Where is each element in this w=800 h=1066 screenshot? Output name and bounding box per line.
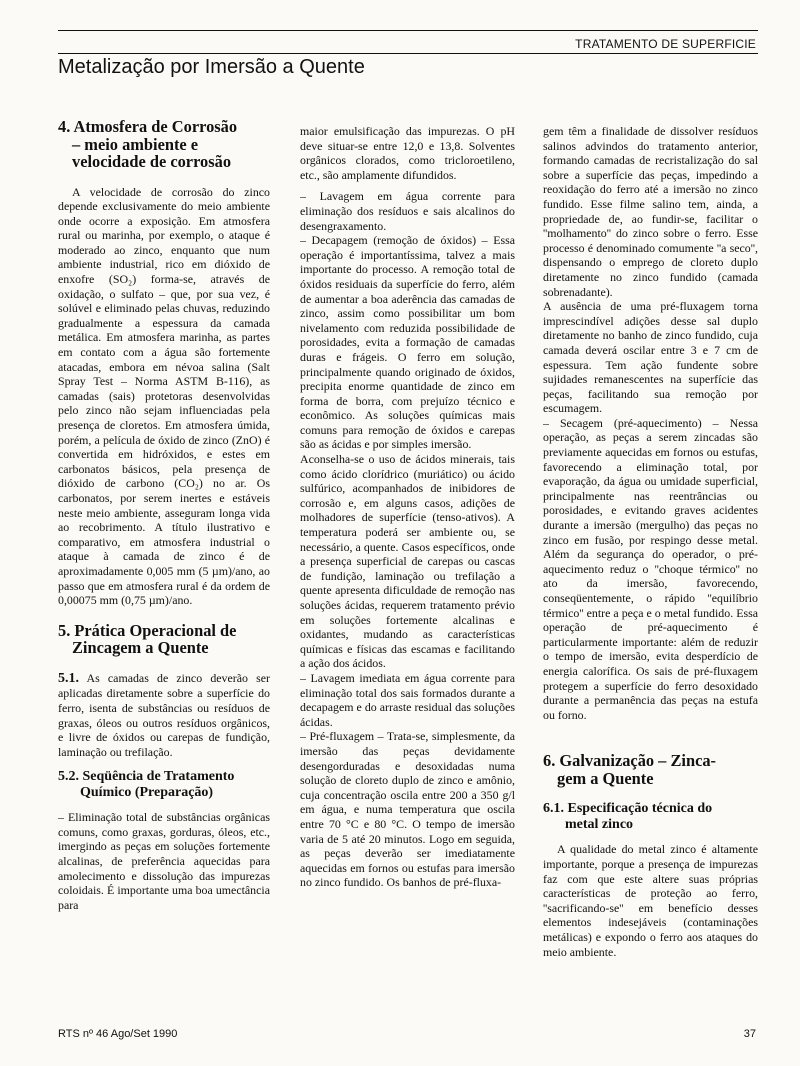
heading-section-4 (58, 118, 270, 171)
column-1 (58, 118, 270, 912)
heading-line: Químico (Preparação) (80, 784, 214, 800)
heading-line: 6.1. Especificação técnica do (543, 801, 713, 817)
header-rule-bottom (58, 53, 758, 54)
heading-line: 5.2. Seqüência de Tratamento (58, 769, 235, 785)
heading-line: – meio ambiente e (72, 134, 199, 154)
paragraph: – Secagem (pré-aquecimento) – Nessa operação, as peças a serem zincadas são previamente aquecidas em fornos ou estufas, favorecendo a eliminação total, por evaporação, da água ou umidade superficial, principalmente nas reentrâncias ou porosidades, e evitando graves acidentes durante a imersão (mergulho) das peças no zinco em fusão, por respingo desse metal. Além da segurança do operador, o pré-aquecimento reduz o ''choque térmico'' no ato da imersão, favorecendo, conseqüentemente, o rápido ''equilíbrio térmico'' entre a peça e o metal fundido. Essa operação de pré-aquecimento é particularmente importante: além de reduzir o tempo de imersão, evita desperdício de energia calorífica. Os sais de pré-fluxagem protegem a superfície do ferro desoxidado durante a permanência das peças na estufa ou forno. (543, 415, 758, 722)
heading-5-2 (58, 769, 270, 800)
paragraph-5-1 (58, 671, 270, 760)
paragraph: – Lavagem em água corrente para eliminação dos resíduos e sais alcalinos do desengraxamento. (300, 189, 515, 233)
heading-section-5 (58, 622, 270, 657)
paragraph: maior emulsificação das impurezas. O pH deve situar-se entre 12,0 e 13,8. Solventes orgânicos clorados, como tricloroetileno, etc., são amplamente difundidos. (300, 124, 515, 182)
section-label: TRATAMENTO DE SUPERFICIE (575, 37, 756, 51)
page-title: Metalização por Imersão a Quente (58, 56, 365, 78)
paragraph: – Eliminação total de substâncias orgânicas comuns, como graxas, gorduras, óleos, etc., imergindo as peças em soluções fortemente alcalinas, de preferência aquecidas para amolecimento e dissolução das impurezas coloidais. É importante uma boa umectância para (58, 810, 270, 912)
column-2 (300, 124, 515, 890)
paragraph: gem têm a finalidade de dissolver resíduos salinos advindos do tratamento anterior, formando camadas de recristalização do sal sobre a superfície das peças, impedindo a reoxidação do ferro até a imersão no zinco fundido. Esse filme salino tem, ainda, a propriedade de, ao fundir-se, facilitar o ''molhamento'' do zinco sobre o ferro. Esse processo é denominado comumente ''a seco'', dispensando o emprego de cloreto duplo diretamente no zinco fundido (camada sobrenadante). (543, 124, 758, 299)
paragraph-text: As camadas de zinco deverão ser aplicadas diretamente sobre a superfície do ferro, isenta de substâncias ou resíduos de graxas, óleos ou outros resíduos orgânicos, e livre de óxidos ou carepas de fundição, laminação ou trefilação. (58, 670, 270, 759)
paragraph: A velocidade de corrosão do zinco depende exclusivamente do meio ambiente onde ocorre a exposição. Em atmosfera rural ou marinha, por exemplo, o ataque é moderado ao zinco, enquanto que num ambiente industrial, rico em dióxido de enxofre (SO₂) forma-se, através de oxidação, o sulfato – que, por sua vez, é solúvel e eliminado pelas chuvas, reduzindo gradualmente a espessura da camada metálica. Em atmosfera marinha, as partes em contato com a água são fortemente atacadas, embora em névoa salina (Salt Spray Test – Norma ASTM B-116), as camadas (sais) protetoras desenvolvidas pelo zinco não sejam influenciadas pela presença de cloretos. Em atmosfera úmida, porém, a película de óxido de zinco (ZnO) é convertida em hidróxidos, e estes em carbonatos básicos, pela presença de dióxido de carbono (CO₂) no ar. Os carbonatos, por serem inertes e estáveis neste meio ambiente, asseguram longa vida ao recobrimento. A título ilustrativo e comparativo, em atmosfera industrial o ataque à camada de zinco é de aproximadamente 0,005 mm (5 µm)/ano, ao passo que em atmosfera rural é da ordem de 0,00075 mm (0,75 µm)/ano. (58, 184, 270, 608)
footer-page-number: 37 (743, 1028, 756, 1040)
subsection-number: 5.1. (58, 670, 79, 686)
paragraph: A qualidade do metal zinco é altamente importante, porque a presença de impurezas faz com que este altere suas próprias características de proteção ao ferro, ''sacrificando-se'' em benefício desses elementos indesejáveis (contaminações metálicas) e expondo o ferro aos ataques do meio ambiente. (543, 842, 758, 959)
heading-line: metal zinco (565, 816, 634, 832)
paragraph: A ausência de uma pré-fluxagem torna imprescindível adições desse sal duplo diretamente no banho de zinco fundido, cuja camada deverá oscilar entre 3 e 7 cm de espessura. Tem ação fundente sobre sujidades remanescentes na superfície das peças, facilitando sua remoção por escumagem. (543, 299, 758, 416)
paragraph: – Decapagem (remoção de óxidos) – Essa operação é importantíssima, talvez a mais importante do processo. A remoção total de óxidos residuais da superfície do ferro, além de aumentar a boa aderência das camadas de zinco, assim como possibilitar um bom nivelamento com reduzida possibilidade de porosidades, evita a formação de camadas duras e frágeis. O ferro em solução, principalmente quando originado de óxidos, precipita enorme quantidade de zinco em forma de borra, com prejuízo técnico e econômico. As soluções químicas mais comuns para remoção de óxidos e carepas são as ácidas e por simples imersão. (300, 233, 515, 452)
footer-issue: RTS nº 46 Ago/Set 1990 (58, 1028, 178, 1040)
heading-line: 6. Galvanização – Zinca- (543, 751, 717, 771)
heading-section-6 (543, 752, 758, 787)
heading-line: velocidade de corrosão (72, 152, 232, 171)
heading-line: 5. Prática Operacional de (58, 620, 237, 640)
heading-6-1 (543, 801, 758, 832)
paragraph: Aconselha-se o uso de ácidos minerais, tais como ácido clorídrico (muriático) ou ácido sulfúrico, acompanhados de inibidores de corrosão e, em alguns casos, adições de molhadores de superfície (tenso-ativos). A temperatura poderá ser ambiente ou, se necessário, a quente. Casos específicos, onde a presença superficial de carepas ou cascas de fundição, laminação ou trefilação a quente apresenta dificuldade de remoção nas soluções ácidas, requerem tratamento prévio em soluções fortemente alcalinas e oxidantes, mudando as características químicas e físicas das escamas e facilitando a ação dos ácidos. (300, 452, 515, 671)
paragraph: – Pré-fluxagem – Trata-se, simplesmente, da imersão das peças devidamente desengorduradas e desoxidadas numa solução de cloreto duplo de zinco e amônio, cuja concentração oscila entre 200 a 350 g/l em água, e numa temperatura que oscila entre 70 °C e 80 °C. O tempo de imersão varia de 5 até 20 minutos. Logo em seguida, as peças deverão ser imediatamente aquecidas em fornos ou estufas para imersão no zinco fundido. Os banhos de pré-fluxa- (300, 729, 515, 890)
header-rule-top (58, 30, 758, 31)
heading-line: 4. Atmosfera de Corrosão (58, 118, 238, 136)
paragraph: – Lavagem imediata em água corrente para eliminação total dos sais formados durante a decapagem e do arraste residual das soluções ácidas. (300, 670, 515, 729)
column-3 (543, 124, 758, 959)
heading-line: Zincagem a Quente (72, 638, 209, 658)
heading-line: gem a Quente (557, 768, 654, 788)
